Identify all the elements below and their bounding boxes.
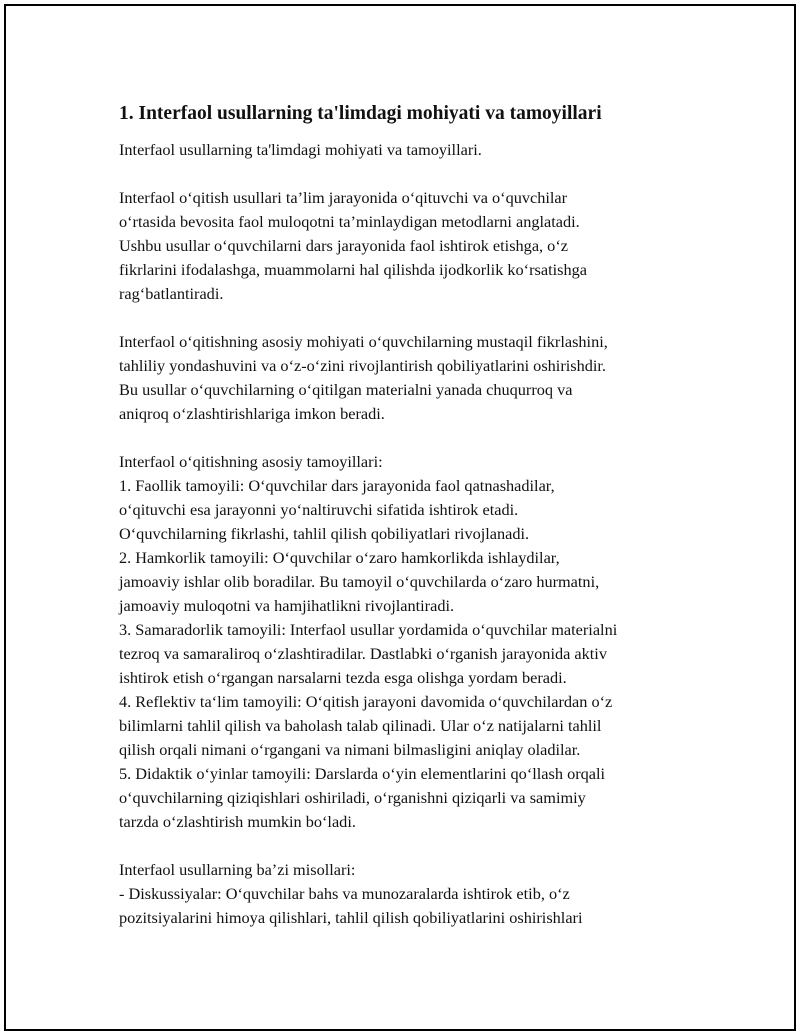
text-line: 4. Reflektiv ta‘lim tamoyili: O‘qitish jarayoni davomida o‘quvchilardan o‘z (119, 692, 613, 711)
text-line: qilish orqali nimani o‘rgangani va nimani bilmasligini aniqlay oladilar. (119, 740, 581, 759)
text-line: tezroq va samaraliroq o‘zlashtiradilar. Dastlabki o‘rganish jarayonida aktiv (119, 644, 607, 663)
subtitle: Interfaol usullarning ta'limdagi mohiyati va tamoyillari. (119, 140, 482, 159)
text-line: pozitsiyalarini himoya qilishlari, tahlil qilish qobiliyatlarini oshirishlari (119, 908, 583, 927)
paragraph-essence (119, 330, 709, 426)
text-line: Interfaol o‘qitish usullari ta’lim jarayonida o‘qituvchi va o‘quvchilar (119, 188, 568, 207)
paragraph-intro (119, 186, 709, 306)
text-line: o‘qituvchi esa jarayonni yo‘naltiruvchi sifatida ishtirok etadi. (119, 500, 519, 519)
text-line: fikrlarini ifodalashga, muammolarni hal qilishda ijodkorlik ko‘rsatishga (119, 260, 587, 279)
text-line: bilimlarni tahlil qilish va baholash talab qilinadi. Ular o‘z natijalarni tahlil (119, 716, 602, 735)
text-line: 3. Samaradorlik tamoyili: Interfaol usullar yordamida o‘quvchilar materialni (119, 620, 618, 639)
examples-heading: Interfaol usullarning ba’zi misollari: (119, 860, 356, 879)
text-line: Ushbu usullar o‘quvchilarni dars jarayonida faol ishtirok etishga, o‘z (119, 236, 568, 255)
text-line: 2. Hamkorlik tamoyili: O‘quvchilar o‘zaro hamkorlikda ishlaydilar, (119, 548, 560, 567)
document-content (119, 102, 709, 930)
paragraph-examples (119, 858, 709, 930)
text-line: o‘quvchilarning qiziqishlari oshiriladi, o‘rganishni qiziqarli va samimiy (119, 788, 586, 807)
text-line: ishtirok etish o‘rgangan narsalarni tezda esga olishga yordam beradi. (119, 668, 567, 687)
text-line: Bu usullar o‘quvchilarning o‘qitilgan materialni yanada chuqurroq va (119, 380, 573, 399)
principles-heading: Interfaol o‘qitishning asosiy tamoyillari: (119, 452, 383, 471)
text-line: rag‘batlantiradi. (119, 284, 224, 303)
text-line: aniqroq o‘zlashtirishlariga imkon beradi. (119, 404, 385, 423)
text-line: jamoaviy muloqotni va hamjihatlikni rivojlantiradi. (119, 596, 455, 615)
text-line: jamoaviy ishlar olib boradilar. Bu tamoyil o‘quvchilarda o‘zaro hurmatni, (119, 572, 600, 591)
page-title: 1. Interfaol usullarning ta'limdagi mohiyati va tamoyillari (119, 103, 602, 124)
text-line: 5. Didaktik o‘yinlar tamoyili: Darslarda o‘yin elementlarini qo‘llash orqali (119, 764, 606, 783)
text-line: tarzda o‘zlashtirish mumkin bo‘ladi. (119, 812, 356, 831)
text-line: tahliliy yondashuvini va o‘z-o‘zini rivojlantirish qobiliyatlarini oshirishdir. (119, 356, 607, 375)
text-line: O‘quvchilarning fikrlashi, tahlil qilish qobiliyatlari rivojlanadi. (119, 524, 530, 543)
text-line: 1. Faollik tamoyili: O‘quvchilar dars jarayonida faol qatnashadilar, (119, 476, 555, 495)
text-line: Interfaol o‘qitishning asosiy mohiyati o‘quvchilarning mustaqil fikrlashini, (119, 332, 608, 351)
document-page (4, 4, 796, 1031)
paragraph-principles (119, 450, 709, 834)
text-line: o‘rtasida bevosita faol muloqotni ta’minlaydigan metodlarni anglatadi. (119, 212, 580, 231)
text-line: - Diskussiyalar: O‘quvchilar bahs va munozaralarda ishtirok etib, o‘z (119, 884, 570, 903)
